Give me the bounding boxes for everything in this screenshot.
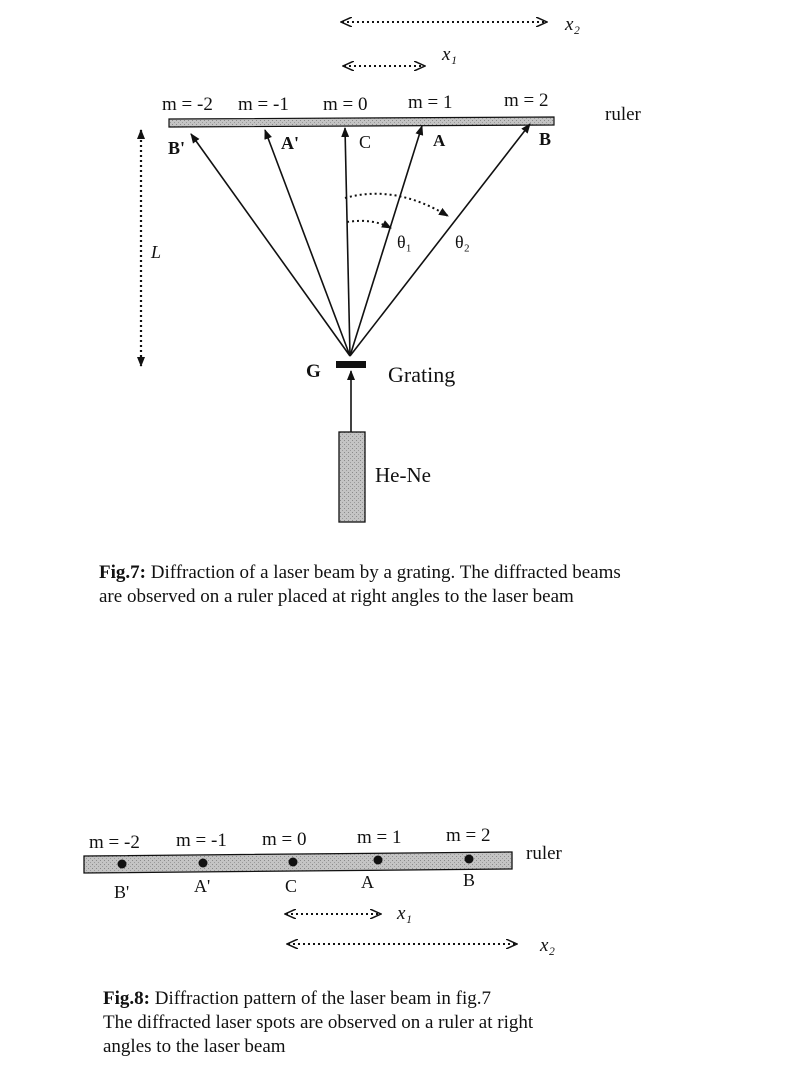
fig8-caption	[103, 987, 703, 1059]
fig7-diagram	[141, 14, 642, 522]
fig7-spot-label-A: A	[433, 131, 446, 150]
fig8-order-label-m-2: m = -2	[89, 832, 140, 853]
fig8-order-label-m-1: m = -1	[176, 830, 227, 851]
fig7-beam-m2	[350, 124, 530, 356]
fig7-x2-label: x₂	[565, 14, 581, 35]
fig8-spot-label-Bp: B'	[114, 882, 130, 902]
fig8-caption-line3: angles to the laser beam	[103, 1036, 286, 1057]
fig7-theta2-label: θ₂	[455, 232, 470, 252]
fig8-ruler	[84, 852, 512, 873]
fig7-spot-label-B: B	[539, 129, 552, 149]
fig7-caption-line2: are observed on a ruler placed at right angles to the laser beam	[99, 586, 574, 607]
fig8-x1-label: x₁	[397, 903, 413, 924]
fig7-caption-line1: Diffraction of a laser beam by a grating. The diffracted beams	[145, 562, 621, 583]
fig7-order-label-m-2: m = -2	[162, 94, 213, 115]
fig7-ruler	[169, 117, 554, 127]
fig8-spot-label-A: A	[361, 872, 374, 892]
fig8-order-label-m1: m = 1	[357, 827, 402, 848]
fig7-beam-m-1	[265, 130, 350, 356]
fig8-spot-C	[289, 858, 298, 867]
fig7-spot-label-Ap: A'	[281, 133, 299, 153]
fig7-caption	[99, 561, 739, 609]
fig7-L-label: L	[151, 242, 162, 262]
fig7-order-label-m1: m = 1	[408, 92, 453, 113]
fig7-order-label-m-1: m = -1	[238, 94, 289, 115]
fig7-laser	[339, 432, 365, 522]
fig8-order-label-m2: m = 2	[446, 825, 491, 846]
fig8-spot-label-Ap: A'	[194, 876, 211, 896]
fig8-spot-label-C: C	[285, 876, 298, 896]
fig8-spot-Ap	[199, 859, 208, 868]
fig7-spot-label-Bp: B'	[168, 138, 186, 158]
fig7-caption-prefix: Fig.7:	[99, 562, 146, 583]
fig7-spot-label-C: C	[359, 132, 372, 152]
fig7-ruler-label: ruler	[605, 104, 641, 125]
fig8-spot-Bp	[118, 860, 127, 869]
fig7-grating	[336, 361, 366, 368]
fig8-diagram	[84, 825, 563, 956]
fig7-order-label-m2: m = 2	[504, 90, 549, 111]
fig8-spot-label-B: B	[463, 870, 476, 890]
fig7-beam-m0	[345, 128, 350, 356]
fig7-G-label: G	[306, 361, 321, 382]
fig7-theta1-arc	[347, 221, 391, 228]
fig7-theta1-label: θ₁	[397, 232, 412, 252]
fig7-x1-label: x₁	[442, 44, 458, 65]
fig8-spot-A	[374, 856, 383, 865]
fig8-caption-line1: Diffraction pattern of the laser beam in fig.7	[149, 988, 491, 1009]
fig7-beam-m-2	[191, 134, 350, 356]
fig8-x2-label: x₂	[540, 935, 556, 956]
fig7-order-label-m0: m = 0	[323, 94, 368, 115]
fig7-laser-label: He-Ne	[375, 463, 431, 487]
fig8-caption-line2: The diffracted laser spots are observed on a ruler at right	[103, 1012, 534, 1033]
fig8-ruler-label: ruler	[526, 843, 562, 864]
fig8-spot-B	[465, 855, 474, 864]
fig8-caption-prefix: Fig.8:	[103, 988, 150, 1009]
fig7-grating-label: Grating	[388, 362, 456, 387]
fig8-order-label-m0: m = 0	[262, 829, 307, 850]
